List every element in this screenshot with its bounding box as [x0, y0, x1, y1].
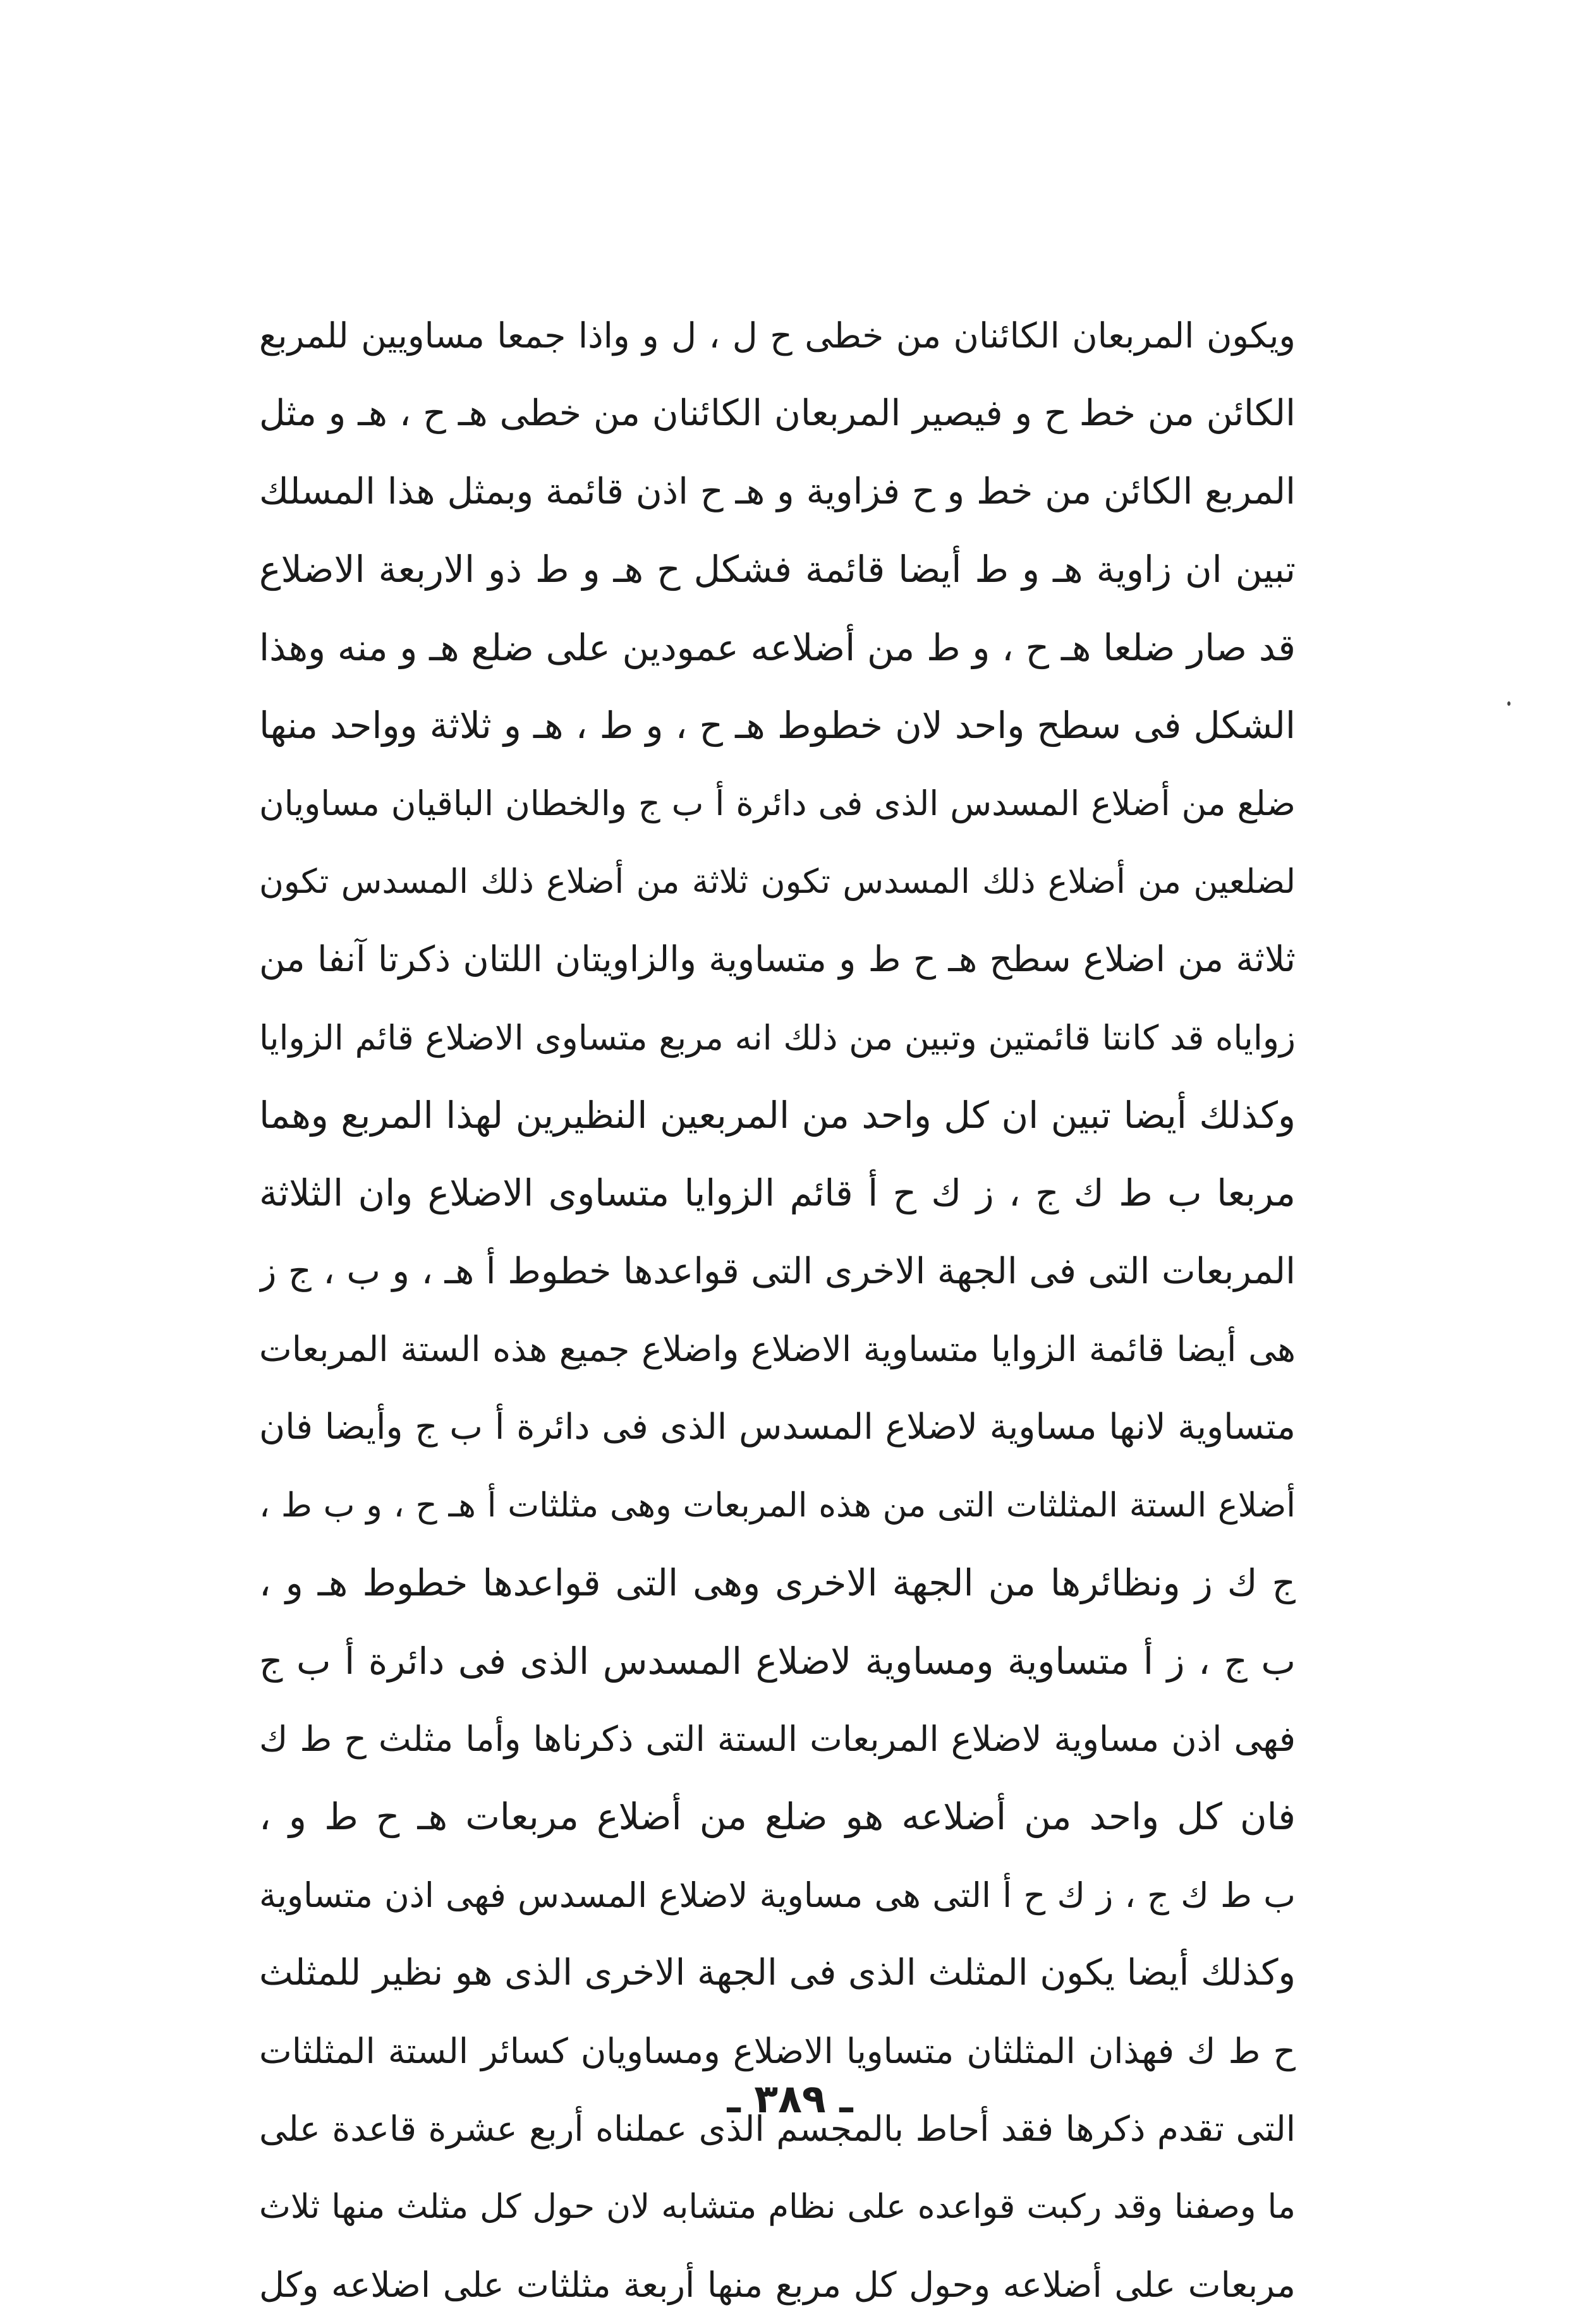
- text-line: المربع الكائن من خط و ح فزاوية و هـ ح اذن قائمة وبمثل هذا المسلك: [259, 470, 1296, 512]
- text-line: أضلاع الستة المثلثات التى من هذه المربعات وهى مثلثات أ هـ ح ، و ب ط ،: [259, 1486, 1296, 1525]
- text-line: التى تقدم ذكرها فقد أحاط بالمجسم الذى عملناه أربع عشرة قاعدة على: [259, 2108, 1296, 2149]
- text-line: فان كل واحد من أضلاعه هو ضلع من أضلاع مربعات هـ ح ط و ،: [259, 1795, 1296, 1839]
- text-line: ج ك ز ونظائرها من الجهة الاخرى وهى التى قواعدها خطوط هـ و ،: [259, 1561, 1296, 1605]
- text-line: ما وصفنا وقد ركبت قواعده على نظام متشابه لان حول كل مثلث منها ثلاث: [259, 2188, 1296, 2227]
- text-line: ثلاثة من اضلاع سطح هـ ح ط و متساوية والزاويتان اللتان ذكرتا آنفا من: [259, 939, 1296, 981]
- text-line: فهى اذن مساوية لاضلاع المربعات الستة التى ذكرناها وأما مثلث ح ط ك: [259, 1719, 1296, 1760]
- scan-speck: [1507, 701, 1510, 706]
- text-line: الكائن من خط ح و فيصير المربعان الكائنان من خطى هـ ح ، هـ و مثل: [259, 392, 1296, 435]
- text-line: الشكل فى سطح واحد لان خطوط هـ ح ، و ط ، هـ و ثلاثة وواحد منها: [259, 703, 1296, 747]
- text-line: هى أيضا قائمة الزوايا متساوية الاضلاع واضلاع جميع هذه الستة المربعات: [259, 1329, 1296, 1370]
- text-line: وكذلك أيضا يكون المثلث الذى فى الجهة الاخرى الذى هو نظير للمثلث: [259, 1952, 1296, 1994]
- text-line: ب ج ، ز أ متساوية ومساوية لاضلاع المسدس الذى فى دائرة أ ب ج: [259, 1639, 1296, 1683]
- text-line: مربعات على أضلاعه وحول كل مربع منها أربعة مثلثات على اضلاعه وكل: [259, 2264, 1296, 2305]
- text-line: زواياه قد كانتا قائمتين وتبين من ذلك انه مربع متساوى الاضلاع قائم الزوايا: [259, 1017, 1296, 1058]
- body-text: [259, 297, 1296, 2324]
- text-line: متساوية لانها مساوية لاضلاع المسدس الذى فى دائرة أ ب ج وأيضا فان: [259, 1407, 1296, 1448]
- text-line: قد صار ضلعا هـ ح ، و ط من أضلاعه عمودين على ضلع هـ و منه وهذا: [259, 626, 1296, 669]
- text-line: ضلع من أضلاع المسدس الذى فى دائرة أ ب ج والخطان الباقيان مساويان: [259, 784, 1296, 824]
- text-line: لضلعين من أضلاع ذلك المسدس تكون ثلاثة من أضلاع ذلك المسدس تكون: [259, 862, 1296, 901]
- text-line: ويكون المربعان الكائنان من خطى ح ل ، ل و واذا جمعا مساويين للمربع: [259, 315, 1296, 356]
- text-line: تبين ان زاوية هـ و ط أيضا قائمة فشكل ح هـ و ط ذو الاربعة الاضلاع: [259, 548, 1296, 591]
- text-line: المربعات التى فى الجهة الاخرى التى قواعدها خطوط أ هـ ، و ب ، ج ز: [259, 1250, 1296, 1292]
- text-line: ب ط ك ج ، ز ك ح أ التى هى مساوية لاضلاع المسدس فهى اذن متساوية: [259, 1875, 1296, 1915]
- text-line: مربعا ب ط ك ج ، ز ك ح أ قائم الزوايا متساوى الاضلاع وان الثلاثة: [259, 1171, 1296, 1215]
- page-number: ـ ٣٨٩ ـ: [727, 2076, 853, 2122]
- text-line: وكذلك أيضا تبين ان كل واحد من المربعين النظيرين لهذا المربع وهما: [259, 1093, 1296, 1137]
- text-line: ح ط ك فهذان المثلثان متساويا الاضلاع ومساويان كسائر الستة المثلثات: [259, 2030, 1296, 2071]
